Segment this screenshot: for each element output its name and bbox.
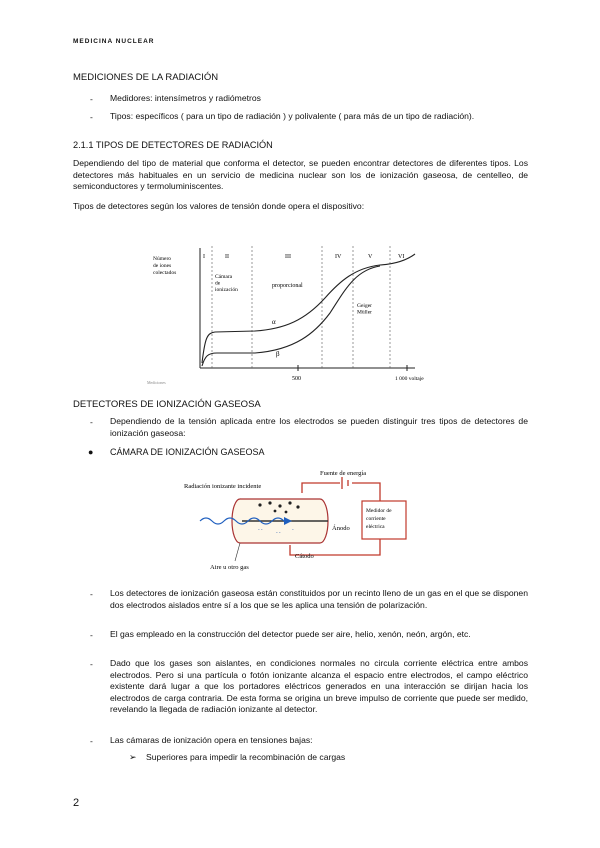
dash-marker: - — [90, 630, 93, 640]
region-label: VI — [398, 254, 405, 260]
page-number: 2 — [73, 797, 80, 809]
list-item: Dependiendo de la tensión aplicada entre los electrodos se pueden distinguir tres tipos de detectores de ionización gaseosa: — [110, 416, 528, 438]
dash-marker: - — [90, 659, 93, 669]
list-item: El gas empleado en la construcción del detector puede ser aire, helio, xenón, neón, argón, etc. — [110, 629, 471, 639]
list-item: Dado que los gases son aislantes, en condiciones normales no circula corriente eléctrica entre ambos electrodos. Pero si una partícula o fotón ionizante alcanza el espacio entre electrodos, el campo eléctrico existente dará lugar a que los portadores eléctricos generados en una interacción se dirijan hacia los electrodos de carga contraria. De esta forma se origina un breve impulso de corriente que puede ser medido, revelando la llegada de radiación ionizante al detector. — [110, 658, 528, 714]
svg-text:-: - — [292, 528, 294, 533]
gas-label: Aire u otro gas — [210, 564, 249, 571]
section-heading-mediciones: MEDICIONES DE LA RADIACIÓN — [73, 72, 219, 83]
bullet-marker: ● — [88, 447, 94, 457]
annotation-alpha: α — [272, 318, 276, 326]
arrow-bullet: ➢ — [129, 752, 137, 762]
circuit-wire-top — [302, 483, 380, 501]
list-item: Medidores: intensímetros y radiómetros — [110, 93, 261, 103]
gas-pointer — [235, 543, 240, 561]
svg-text:- -: - - — [276, 531, 281, 536]
meter-label: eléctrica — [366, 524, 385, 530]
dash-marker: - — [90, 94, 93, 104]
y-axis-label: Número de iones colectados — [153, 256, 177, 276]
list-item: Tipos: específicos ( para un tipo de radiación ) y polivalente ( para más de un tipo de radiación). — [110, 111, 475, 121]
annotation-geiger: Geiger Müller — [357, 303, 372, 316]
region-label: II — [225, 254, 229, 260]
svg-text:- -: - - — [258, 528, 263, 533]
paragraph: Tipos de detectores según los valores de tensión donde opera el dispositivo: — [73, 201, 365, 211]
ionization-chamber-diagram — [180, 465, 420, 577]
anode-label: Ánodo — [332, 525, 350, 532]
dash-marker: - — [90, 736, 93, 746]
annotation-beta: β — [276, 350, 280, 358]
running-header: MEDICINA NUCLEAR — [73, 38, 155, 45]
region-label: III — [285, 254, 291, 260]
dash-marker: - — [90, 112, 93, 122]
radiation-label: Radiación ionizante incidente — [184, 483, 262, 490]
region-label: I — [203, 254, 205, 260]
list-item: Las cámaras de ionización opera en tensiones bajas: — [110, 735, 313, 745]
dash-marker: - — [90, 589, 93, 599]
x-tick-label: 500 — [292, 376, 301, 382]
series-alpha-curve — [202, 254, 415, 363]
annotation-proporcional: proporcional — [272, 283, 303, 289]
bullet-heading: CÁMARA DE IONIZACIÓN GASEOSA — [110, 447, 265, 457]
meter-label: Medidor de — [366, 508, 392, 514]
annotation-camara: Cámara de ionización — [215, 274, 238, 293]
energy-source-label: Fuente de energía — [320, 470, 367, 477]
paragraph: Dependiendo del tipo de material que conforma el detector, se pueden encontrar detectores de diferentes tipos. Los detectores más habituales en un servicio de medicina nuclear son los de ionización gaseosa, de centelleo, de semiconductores y termoluminiscentes. — [73, 158, 528, 191]
dash-marker: - — [90, 417, 93, 427]
sub-list-item: Superiores para impedir la recombinación de cargas — [146, 752, 346, 762]
region-label: IV — [335, 254, 342, 260]
detector-response-chart — [145, 238, 425, 386]
x-tick-label: 1 000 voltaje — [395, 376, 424, 382]
section-heading-ionizacion: DETECTORES DE IONIZACIÓN GASEOSA — [73, 399, 261, 410]
cathode-label: Cátodo — [295, 553, 314, 560]
subsection-heading: 2.1.1 TIPOS DE DETECTORES DE RADIACIÓN — [73, 140, 273, 150]
region-label: V — [368, 254, 373, 260]
meter-label: corriente — [366, 516, 386, 522]
chart-footnote: Mediciones — [147, 380, 166, 385]
list-item: Los detectores de ionización gaseosa están constituidos por un recinto lleno de un gas en el que se disponen dos electrodos aislados entre sí a los que se les aplica una tensión de polarización. — [110, 588, 528, 610]
